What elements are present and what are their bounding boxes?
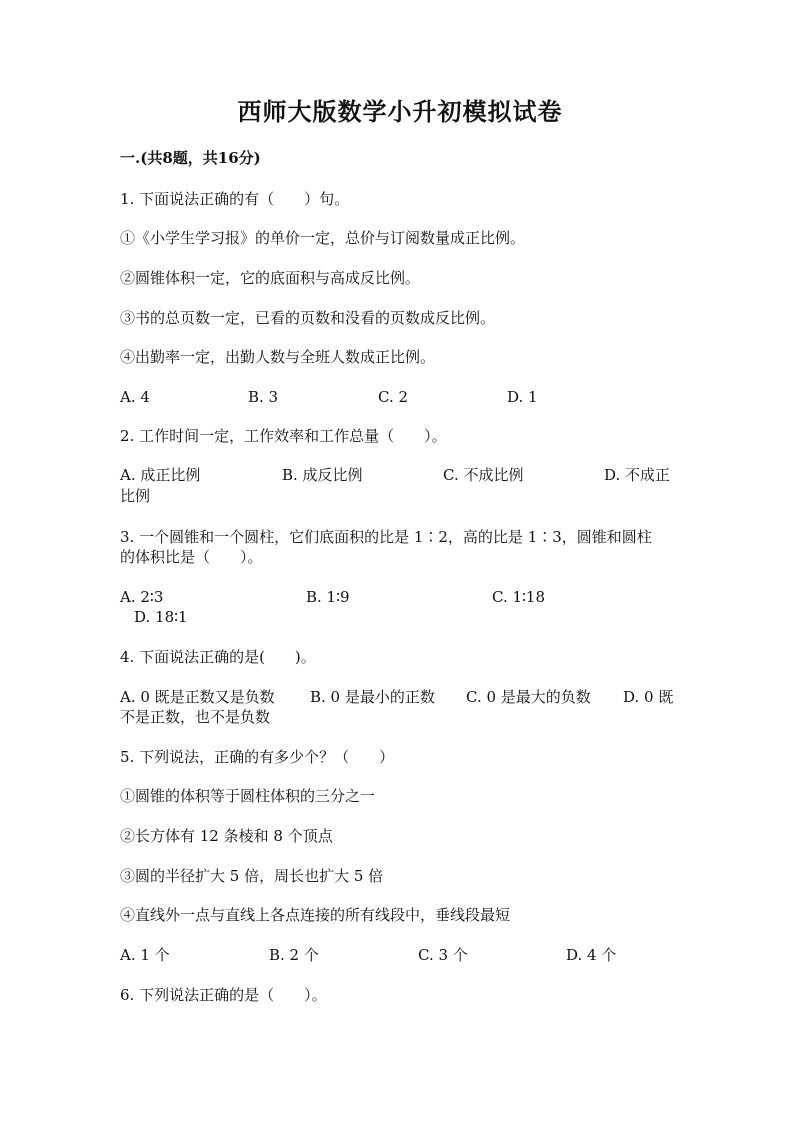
q5-statement-3: ③圆的半径扩大 5 倍，周长也扩大 5 倍	[120, 867, 384, 885]
section-heading: 一.(共8题，共16分)	[120, 149, 261, 167]
q5-option-c: C. 3 个	[418, 946, 468, 964]
q5-option-a: A. 1 个	[120, 946, 170, 964]
q3-option-a: A. 2∶3	[120, 588, 164, 606]
exam-title: 西师大版数学小升初模拟试卷	[237, 97, 563, 126]
q3-option-c: C. 1∶18	[492, 588, 546, 606]
q3-option-b: B. 1∶9	[306, 588, 350, 606]
q5-statement-2: ②长方体有 12 条棱和 8 个顶点	[120, 827, 333, 845]
q6-stem: 6. 下列说法正确的是（ ）。	[120, 986, 327, 1004]
q5-statement-4: ④直线外一点与直线上各点连接的所有线段中，垂线段最短	[120, 906, 511, 924]
q3-stem-line-1: 3. 一个圆锥和一个圆柱，它们底面积的比是 1∶2，高的比是 1∶3，圆锥和圆柱	[120, 528, 652, 546]
q4-option-a: A. 0 既是正数又是负数	[120, 688, 275, 706]
q1-statement-3: ③书的总页数一定，已看的页数和没看的页数成反比例。	[120, 309, 496, 327]
q4-option-c: C. 0 是最大的负数	[466, 688, 591, 706]
q4-option-b: B. 0 是最小的正数	[310, 688, 435, 706]
q4-option-d: D. 0 既	[623, 688, 674, 706]
q5-statement-1: ①圆锥的体积等于圆柱体积的三分之一	[120, 787, 376, 805]
q2-stem: 2. 工作时间一定，工作效率和工作总量（ ）。	[120, 427, 447, 445]
q3-option-d: D. 18∶1	[134, 608, 188, 626]
q2-option-d: D. 不成正	[604, 466, 671, 484]
q2-option-b: B. 成反比例	[282, 466, 363, 484]
q5-option-d: D. 4 个	[566, 946, 617, 964]
q2-option-c: C. 不成比例	[443, 466, 524, 484]
q2-option-a: A. 成正比例	[120, 466, 201, 484]
q1-option-b: B. 3	[248, 388, 279, 406]
q5-option-b: B. 2 个	[269, 946, 319, 964]
q4-stem: 4. 下面说法正确的是( )。	[120, 648, 316, 666]
q2-option-d-wrap: 比例	[120, 487, 151, 505]
q1-statement-2: ②圆锥体积一定，它的底面积与高成反比例。	[120, 269, 421, 287]
q1-stem: 1. 下面说法正确的有（ ）句。	[120, 190, 350, 208]
q1-statement-4: ④出勤率一定，出勤人数与全班人数成正比例。	[120, 348, 436, 366]
q3-stem-line-2: 的体积比是（ ）。	[120, 548, 263, 566]
q4-option-d-wrap: 不是正数，也不是负数	[120, 708, 271, 726]
q1-option-a: A. 4	[120, 388, 150, 406]
q1-option-c: C. 2	[378, 388, 409, 406]
q1-statement-1: ①《小学生学习报》的单价一定，总价与订阅数量成正比例。	[120, 229, 526, 247]
q1-option-d: D. 1	[507, 388, 538, 406]
q5-stem: 5. 下列说法，正确的有多少个？（ ）	[120, 748, 395, 766]
